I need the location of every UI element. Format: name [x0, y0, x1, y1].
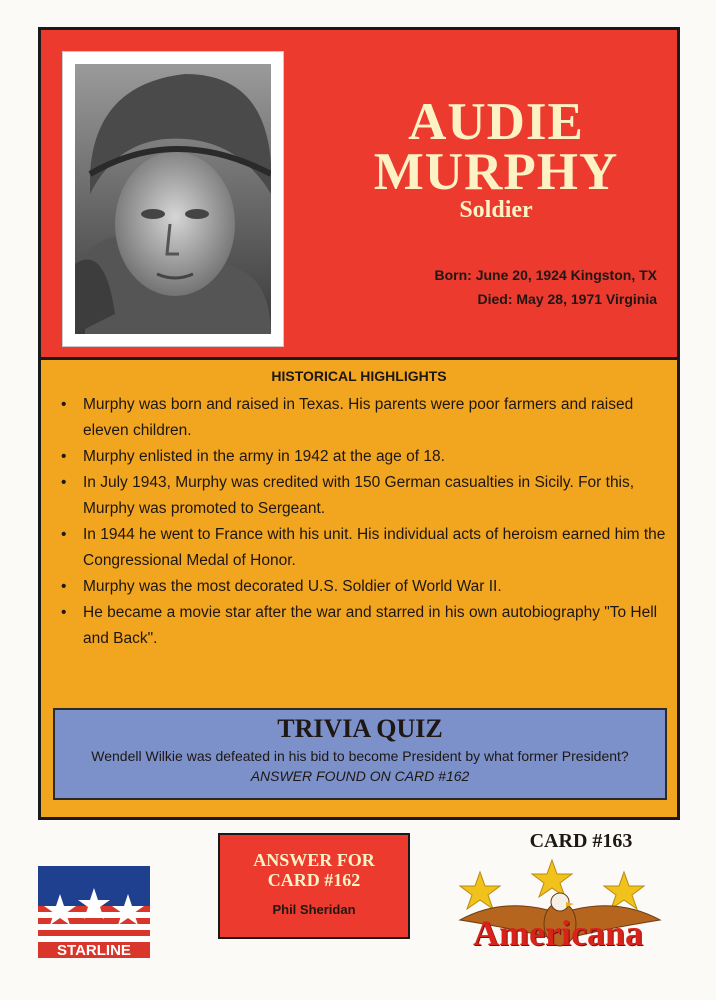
- first-name: AUDIE: [408, 93, 584, 151]
- answer-title-line2: CARD #162: [267, 870, 361, 890]
- portrait-photo: [75, 64, 271, 334]
- starline-logo-icon: [38, 866, 150, 958]
- list-item: • In July 1943, Murphy was credited with 150 German casualties in Sicily. For this, Murphy was promoted to Sergeant.: [59, 470, 669, 522]
- header-panel: [41, 30, 677, 360]
- list-item: • He became a movie star after the war and starred in his own autobiography "To Hell and Back".: [59, 600, 669, 652]
- star-icon: [460, 872, 500, 909]
- role-title: Soldier: [459, 197, 533, 223]
- americana-logo-text: Americana: [473, 913, 643, 953]
- answer-title-line1: ANSWER FOR: [253, 850, 375, 870]
- answer-value: Phil Sheridan: [272, 902, 356, 917]
- card-frame: [38, 27, 680, 820]
- highlights-list: [59, 392, 669, 652]
- trivia-title: TRIVIA QUIZ: [277, 714, 443, 743]
- answer-box: [218, 833, 410, 939]
- card-number: CARD #163: [529, 830, 633, 852]
- list-item: • Murphy enlisted in the army in 1942 at the age of 18.: [59, 444, 669, 470]
- trivia-answer-hint: ANSWER FOUND ON CARD #162: [250, 768, 470, 784]
- highlights-title: HISTORICAL HIGHLIGHTS: [271, 368, 447, 384]
- starline-logo-text: STARLINE: [57, 942, 131, 958]
- born-date: Born: June 20, 1924 Kingston, TX: [434, 267, 657, 283]
- last-name: MURPHY: [373, 143, 619, 201]
- list-item: • Murphy was born and raised in Texas. His parents were poor farmers and raised eleven children.: [59, 392, 669, 444]
- star-icon: [604, 872, 644, 909]
- star-icon: [532, 860, 572, 897]
- portrait-frame: [63, 52, 283, 346]
- died-date: Died: May 28, 1971 Virginia: [477, 291, 657, 307]
- list-item: • In 1944 he went to France with his unit. His individual acts of heroism earned him the Congressional Medal of Honor.: [59, 522, 669, 574]
- trivia-question: Wendell Wilkie was defeated in his bid to become President by what former President?: [91, 748, 629, 764]
- trivia-box: [53, 708, 667, 800]
- list-item: • Murphy was the most decorated U.S. Soldier of World War II.: [59, 574, 669, 600]
